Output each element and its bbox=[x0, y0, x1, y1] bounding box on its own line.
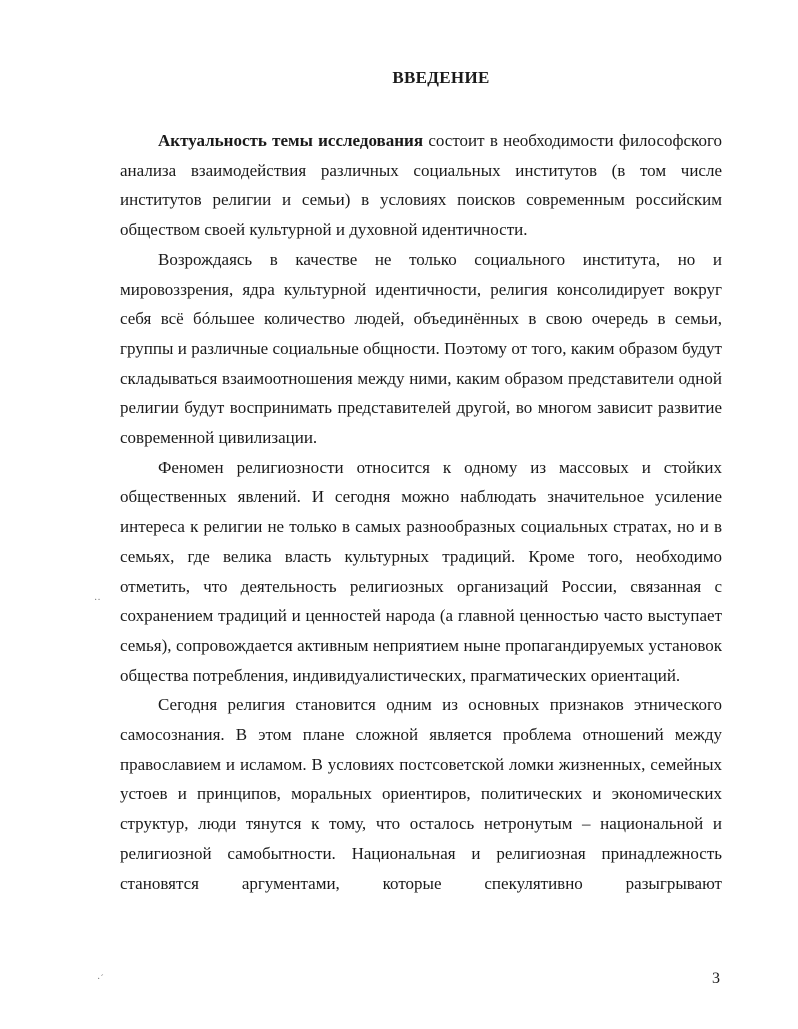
paragraph-3: Феномен религиозности относится к одному из массовых и стойких общественных явлений. И сегодня можно наблюдать значительное усиление интереса к религии не только в самых разнообразных социальных стратах, но и в семьях, где велика власть культурных традиций. Кроме того, необходимо отметить, что деятельность религиозных организаций России, связанная с сохранением традиций и ценностей народа (а главной ценностью часто выступает семья), сопровождается активным неприятием ныне пропагандируемых установок общества потребления, индивидуалистических, прагматических ориентаций. bbox=[120, 457, 722, 685]
scan-speck: ·´ bbox=[97, 974, 104, 985]
page-title: ВВЕДЕНИЕ bbox=[392, 68, 490, 87]
paragraph-1-rest: состоит в необходимости философского анализа взаимодействия различных социальных институтов (в том числе институтов религии и семьи) в условиях поисков современным российским обществом своей культурной и духовной идентичности. bbox=[120, 131, 723, 240]
paragraph-2: Возрождаясь в качестве не только социального института, но и мировоззрения, ядра культурной идентичности, религия консолидирует вокруг себя всё бóльшее количество людей, объединённых в свою очередь в семьи, группы и различные социальные общности. Поэтому от того, каким образом будут складываться взаимоотношения между ними, каким образом представители одной религии будут воспринимать представителей другой, во многом зависит развитие современной цивилизации. bbox=[120, 249, 722, 448]
paragraph-1 bbox=[120, 126, 722, 245]
scan-speck: ·· bbox=[94, 595, 101, 606]
page-number: 3 bbox=[712, 970, 720, 987]
paragraph-1-lead: Актуальность темы исследования bbox=[158, 131, 424, 150]
paragraph-4: Сегодня религия становится одним из основных признаков этнического самосознания. В этом плане сложной является проблема отношений между православием и исламом. В условиях постсоветской ломки жизненных, семейных устоев и принципов, моральных ориентиров, политических и экономических структур, люди тянутся к тому, что осталось нетронутым – национальной и религиозной самобытности. Национальная и религиозная принадлежность становятся аргументами, которые спекулятивно разыгрывают bbox=[120, 695, 722, 893]
body-text bbox=[120, 126, 722, 898]
